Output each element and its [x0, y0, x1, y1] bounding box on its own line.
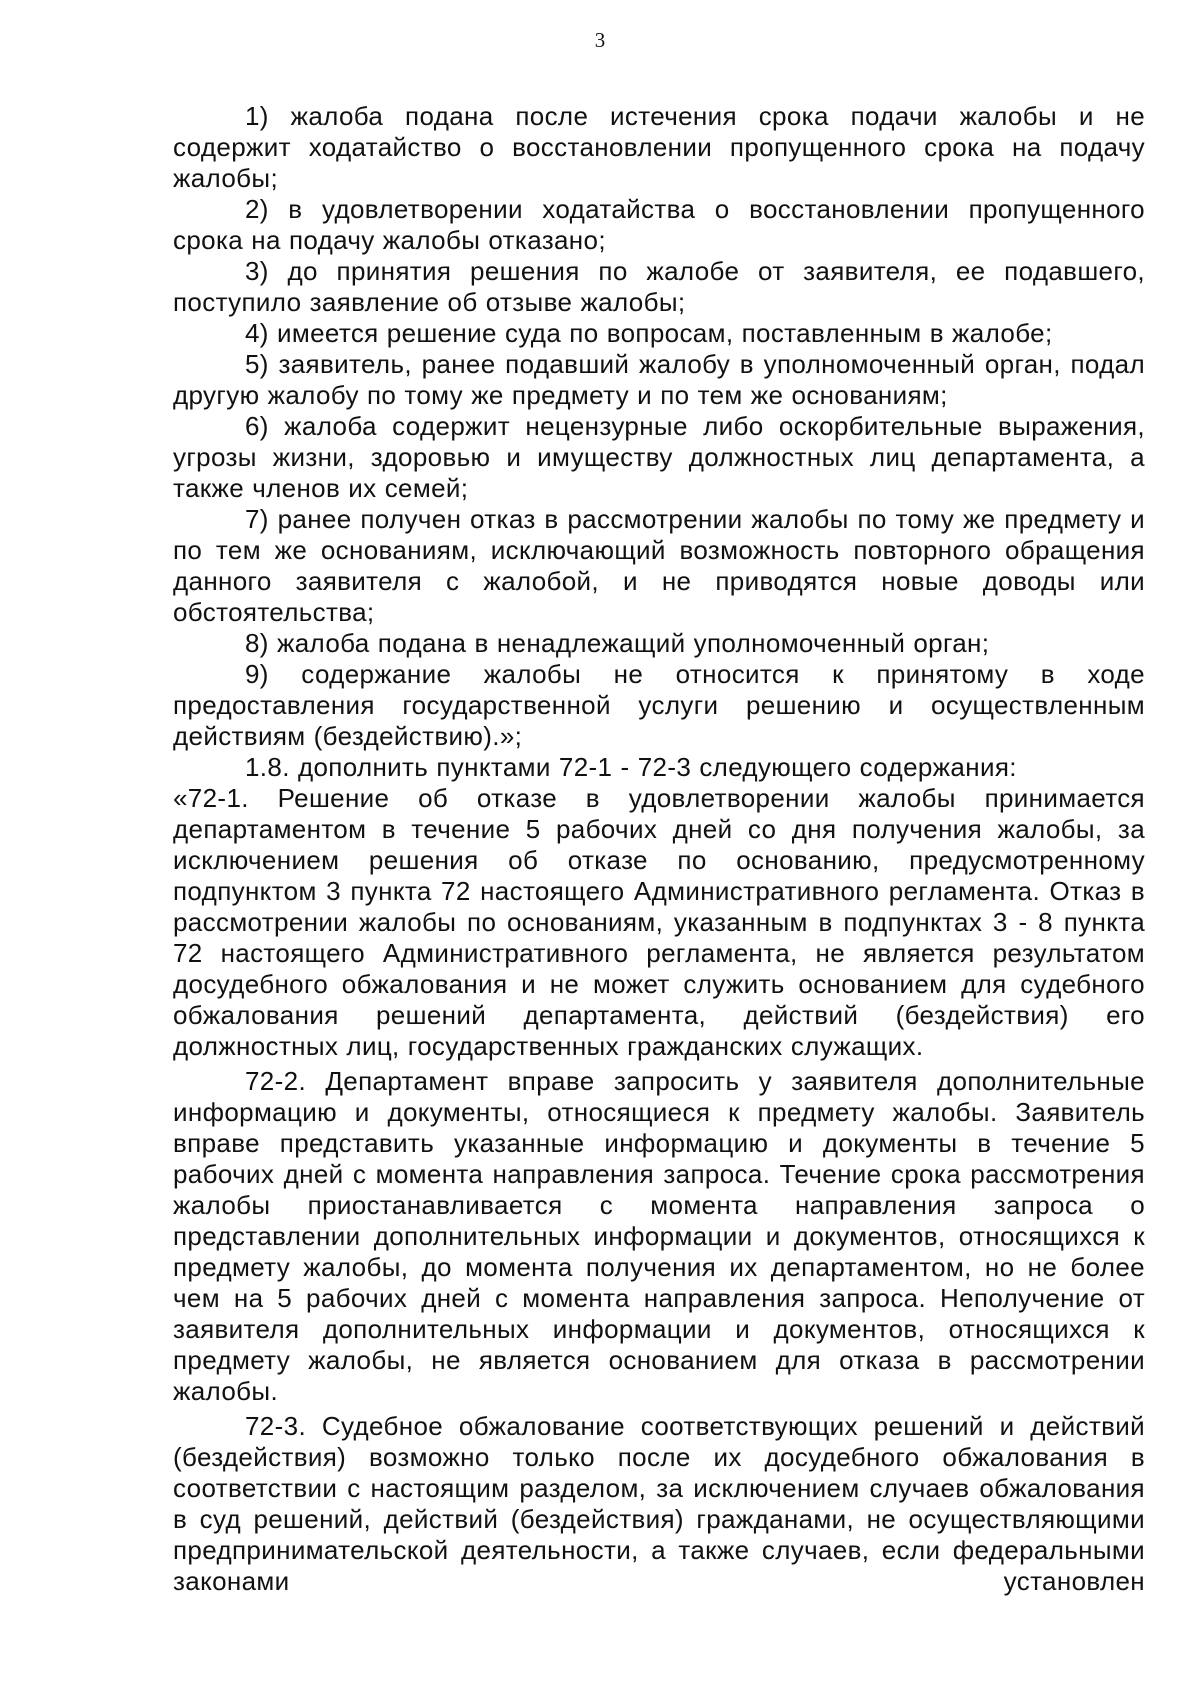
page-number: 3: [594, 28, 606, 52]
clause-6: 6) жалоба содержит нецензурные либо оскорбительные выражения, угрозы жизни, здоровью и имуществу должностных лиц департамента, а также членов их семей;: [173, 411, 1145, 503]
clause-8: 8) жалоба подана в ненадлежащий уполномоченный орган;: [245, 628, 990, 658]
section-72-1: «72-1. Решение об отказе в удовлетворении жалобы принимается департаментом в течение 5 рабочих дней со дня получения жалобы, за исключением решения об отказе по основанию, предусмотренному подпунктом 3 пункта 72 настоящего Административного регламента. Отказ в рассмотрении жалобы по основаниям, указанным в подпунктах 3 - 8 пункта 72 настоящего Административного регламента, не является результатом досудебного обжалования и не может служить основанием для судебного обжалования решений департамента, действий (бездействия) его должностных лиц, государственных гражданских служащих.: [173, 783, 1145, 1061]
clause-4: 4) имеется решение суда по вопросам, поставленным в жалобе;: [245, 318, 1053, 348]
clause-3: 3) до принятия решения по жалобе от заявителя, ее подавшего, поступило заявление об отзыве жалобы;: [173, 256, 1145, 317]
clause-1: 1) жалоба подана после истечения срока подачи жалобы и не содержит ходатайство о восстановлении пропущенного срока на подачу жалобы;: [173, 101, 1145, 193]
section-72-2: 72-2. Департамент вправе запросить у заявителя дополнительные информацию и документы, относящиеся к предмету жалобы. Заявитель вправе представить указанные информацию и документы в течение 5 рабочих дней с момента направления запроса. Течение срока рассмотрения жалобы приостанавливается с момента направления запроса о представлении дополнительных информации и документов, относящихся к предмету жалобы, до момента получения их департаментом, но не более чем на 5 рабочих дней с момента направления запроса. Неполучение от заявителя дополнительных информации и документов, относящихся к предмету жалобы, не является основанием для отказа в рассмотрении жалобы.: [173, 1066, 1145, 1406]
clause-2: 2) в удовлетворении ходатайства о восстановлении пропущенного срока на подачу жалобы отказано;: [173, 194, 1145, 255]
clause-5: 5) заявитель, ранее подавший жалобу в уполномоченный орган, подал другую жалобу по тому же предмету и по тем же основаниям;: [173, 349, 1145, 410]
clause-7: 7) ранее получен отказ в рассмотрении жалобы по тому же предмету и по тем же основаниям, исключающий возможность повторного обращения данного заявителя с жалобой, и не приводятся новые доводы или обстоятельства;: [173, 504, 1145, 627]
document-body: [173, 101, 1145, 1597]
section-72-3: 72-3. Судебное обжалование соответствующих решений и действий (бездействия) возможно только после их досудебного обжалования в соответствии с настоящим разделом, за исключением случаев обжалования в суд решений, действий (бездействия) гражданами, не осуществляющими предпринимательской деятельности, а также случаев, если федеральными законами установлен: [173, 1411, 1145, 1596]
clause-9: 9) содержание жалобы не относится к принятому в ходе предоставления государственной услуги решению и осуществленным действиям (бездействию).»;: [173, 659, 1145, 751]
amendment-1-8: 1.8. дополнить пунктами 72-1 - 72-3 следующего содержания:: [245, 752, 1017, 782]
